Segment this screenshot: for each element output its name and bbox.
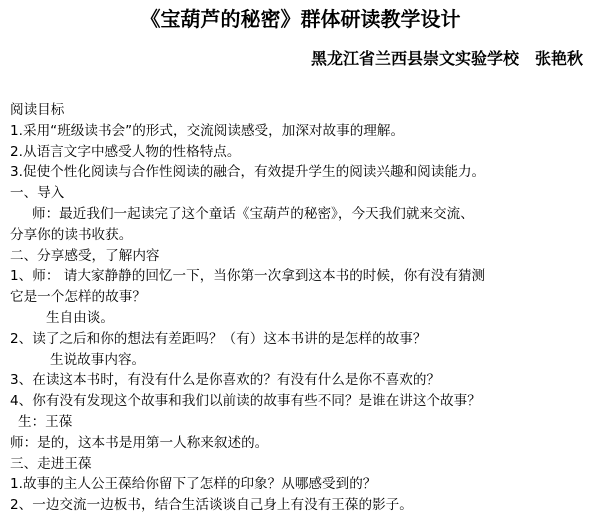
share-question-3: 3、在读这本书时，有没有什么是你喜欢的？有没有什么是你不喜欢的？ [10, 372, 441, 389]
author-line: 黑龙江省兰西县崇文实验学校 张艳秋 [310, 49, 583, 68]
student-response-2: 生说故事内容。 [50, 351, 146, 368]
wangbao-question-1: 1.故事的主人公王葆给你留下了怎样的印象？从哪感受到的？ [10, 476, 377, 493]
intro-paragraph-line-2: 分享你的读书收获。 [10, 226, 133, 243]
student-response-1: 生自由谈。 [46, 309, 114, 326]
section-heading-intro: 一、导入 [10, 185, 65, 202]
teacher-remark: 师：是的，这本书是用第一人称来叙述的。 [10, 434, 269, 451]
student-response-4: 生：王葆 [18, 413, 73, 430]
wangbao-question-2: 2、一边交流一边板书，结合生活谈谈自己身上有没有王葆的影子。 [10, 497, 413, 514]
section-heading-share: 二、分享感受，了解内容 [10, 247, 160, 264]
document-title: 《宝葫芦的秘密》群体研读教学设计 [140, 7, 461, 31]
share-question-1-line-2: 它是一个怎样的故事？ [10, 289, 146, 306]
goal-item-1: 1.采用“班级读书会”的形式，交流阅读感受，加深对故事的理解。 [10, 122, 405, 139]
goal-item-2: 2.从语言文字中感受人物的性格特点。 [10, 143, 241, 160]
section-heading-wangbao: 三、走进王葆 [10, 455, 92, 472]
goal-item-3: 3.促使个性化阅读与合作性阅读的融合，有效提升学生的阅读兴趣和阅读能力。 [10, 164, 486, 181]
intro-paragraph-line-1: 师：最近我们一起读完了这个童话《宝葫芦的秘密》，今天我们就来交流、 [32, 205, 474, 222]
section-heading-reading-goals: 阅读目标 [10, 102, 65, 118]
share-question-4: 4、你有没有发现这个故事和我们以前读的故事有些不同？是谁在讲这个故事？ [10, 393, 481, 410]
share-question-2: 2、读了之后和你的想法有差距吗？（有）这本书讲的是怎样的故事？ [10, 330, 427, 347]
document-body [10, 100, 596, 516]
share-question-1-line-1: 1、师： 请大家静静的回忆一下，当你第一次拿到这本书的时候，你有没有猜测 [10, 268, 486, 285]
